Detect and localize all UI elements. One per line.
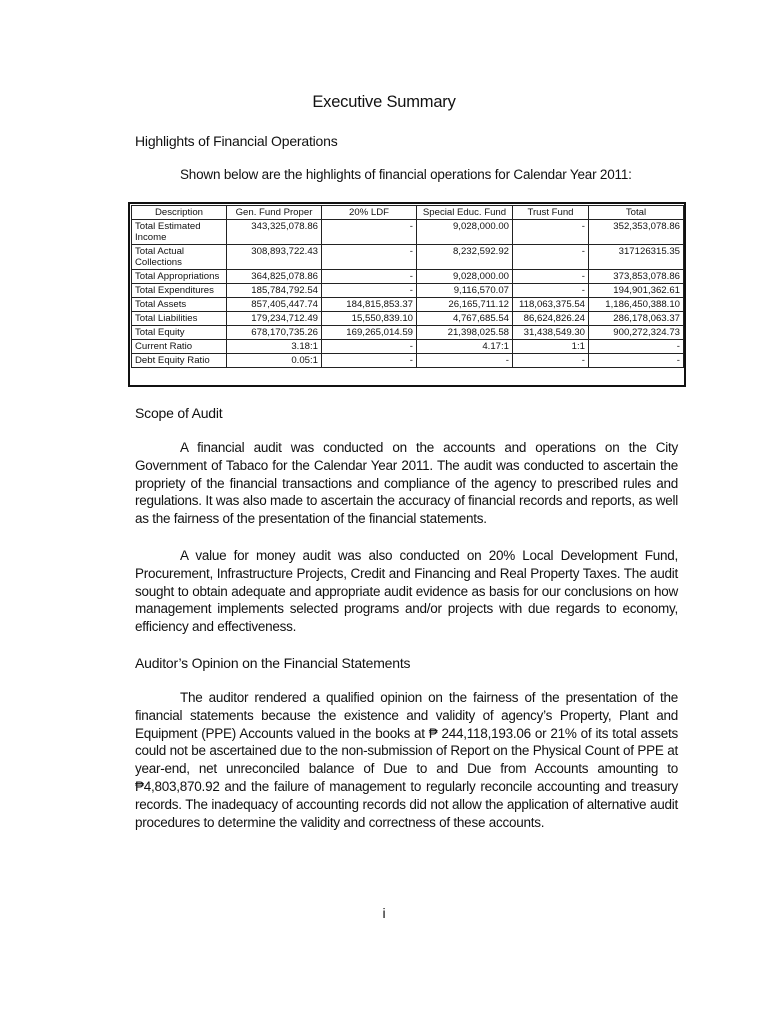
row-description: Total Liabilities	[132, 312, 227, 326]
table-cell: 194,901,362.61	[589, 284, 684, 298]
table-cell: 9,028,000.00	[417, 270, 513, 284]
table-cell: -	[513, 245, 589, 270]
table-cell: 184,815,853.37	[322, 298, 417, 312]
table-cell: 373,853,078.86	[589, 270, 684, 284]
table-row	[132, 354, 684, 368]
row-description: Total Appropriations	[132, 270, 227, 284]
table-cell: 678,170,735.26	[227, 326, 322, 340]
table-row	[132, 326, 684, 340]
table-cell: 31,438,549.30	[513, 326, 589, 340]
opinion-paragraph: The auditor rendered a qualified opinion on the fairness of the presentation of the financial statements because the existence and validity of agency’s Property, Plant and Equipment (PPE) Accounts valued in the books at ₱ 244,118,193.06 or 21% of its total assets could not be ascertained due to the non-submission of Report on the Physical Count of PPE at year-end, net unreconciled balance of Due to and Due from Accounts amounting to ₱4,803,870.92 and the failure of management to regularly reconcile accounting and treasury records. The inadequacy of accounting records did not allow the application of alternative audit procedures to determine the validity and correctness of these accounts.	[135, 690, 678, 830]
table-cell: 179,234,712.49	[227, 312, 322, 326]
header-sef: Special Educ. Fund	[417, 206, 513, 220]
table-cell: -	[322, 354, 417, 368]
table-cell: 857,405,447.74	[227, 298, 322, 312]
table-cell: 900,272,324.73	[589, 326, 684, 340]
table-header-row	[132, 206, 684, 220]
row-description: Total Assets	[132, 298, 227, 312]
row-description: Total Expenditures	[132, 284, 227, 298]
table-cell: 3.18:1	[227, 340, 322, 354]
table-cell: -	[322, 340, 417, 354]
page-number: i	[382, 905, 386, 921]
table-cell: -	[513, 220, 589, 245]
table-cell: -	[513, 270, 589, 284]
section-heading-highlights: Highlights of Financial Operations	[135, 133, 338, 149]
header-ldf: 20% LDF	[322, 206, 417, 220]
scope-paragraph-1: A financial audit was conducted on the accounts and operations on the City Government of Tabaco for the Calendar Year 2011. The audit was conducted to ascertain the propriety of the financial transactions and compliance of the agency to prescribed rules and regulations. It was also made to ascertain the accuracy of financial records and reports, as well as the fairness of the presentation of the financial statements.	[135, 440, 678, 527]
table-cell: -	[322, 270, 417, 284]
table-cell: 1:1	[513, 340, 589, 354]
header-trust-fund: Trust Fund	[513, 206, 589, 220]
table-row	[132, 220, 684, 245]
scope-paragraph-2: A value for money audit was also conducted on 20% Local Development Fund, Procurement, Infrastructure Projects, Credit and Financing and Real Property Taxes. The audit sought to obtain adequate and appropriate audit evidence as basis for our conclusions on how management implements selected programs and/or projects with due regards to economy, efficiency and effectiveness.	[135, 548, 678, 635]
section-heading-opinion: Auditor’s Opinion on the Financial Statements	[135, 655, 411, 671]
table-cell: 169,265,014.59	[322, 326, 417, 340]
table-cell: -	[513, 284, 589, 298]
table-cell: 118,063,375.54	[513, 298, 589, 312]
table-cell: -	[322, 245, 417, 270]
header-gen-fund: Gen. Fund Proper	[227, 206, 322, 220]
table-cell: 352,353,078.86	[589, 220, 684, 245]
table-row	[132, 298, 684, 312]
table-cell: 8,232,592.92	[417, 245, 513, 270]
table-row	[132, 270, 684, 284]
table-cell: 364,825,078.86	[227, 270, 322, 284]
table-cell: -	[417, 354, 513, 368]
row-description: Total Actual Collections	[132, 245, 227, 270]
table-cell: 21,398,025.58	[417, 326, 513, 340]
row-description: Debt Equity Ratio	[132, 354, 227, 368]
table-cell: -	[589, 354, 684, 368]
table-cell: 86,624,826.24	[513, 312, 589, 326]
table-intro-text: Shown below are the highlights of financial operations for Calendar Year 2011:	[180, 167, 632, 182]
row-description: Total Equity	[132, 326, 227, 340]
table-cell: 4,767,685.54	[417, 312, 513, 326]
table-cell: 308,893,722.43	[227, 245, 322, 270]
table-row	[132, 340, 684, 354]
table-cell: -	[322, 220, 417, 245]
table-cell: 9,116,570.07	[417, 284, 513, 298]
table-cell: -	[589, 340, 684, 354]
table-cell: 15,550,839.10	[322, 312, 417, 326]
table-row	[132, 245, 684, 270]
table-row	[132, 312, 684, 326]
table-cell: -	[322, 284, 417, 298]
table-cell: 26,165,711.12	[417, 298, 513, 312]
financial-highlights-table	[128, 202, 686, 387]
table-cell: 185,784,792.54	[227, 284, 322, 298]
section-heading-scope: Scope of Audit	[135, 405, 223, 421]
table-row	[132, 284, 684, 298]
table-cell: 343,325,078.86	[227, 220, 322, 245]
header-total: Total	[589, 206, 684, 220]
table-cell: -	[513, 354, 589, 368]
table-cell: 4.17:1	[417, 340, 513, 354]
table-cell: 9,028,000.00	[417, 220, 513, 245]
table-cell: 0.05:1	[227, 354, 322, 368]
page-title: Executive Summary	[312, 93, 456, 111]
table-cell: 1,186,450,388.10	[589, 298, 684, 312]
table-cell: 286,178,063.37	[589, 312, 684, 326]
header-description: Description	[132, 206, 227, 220]
table-cell: 317126315.35	[589, 245, 684, 270]
row-description: Current Ratio	[132, 340, 227, 354]
row-description: Total Estimated Income	[132, 220, 227, 245]
